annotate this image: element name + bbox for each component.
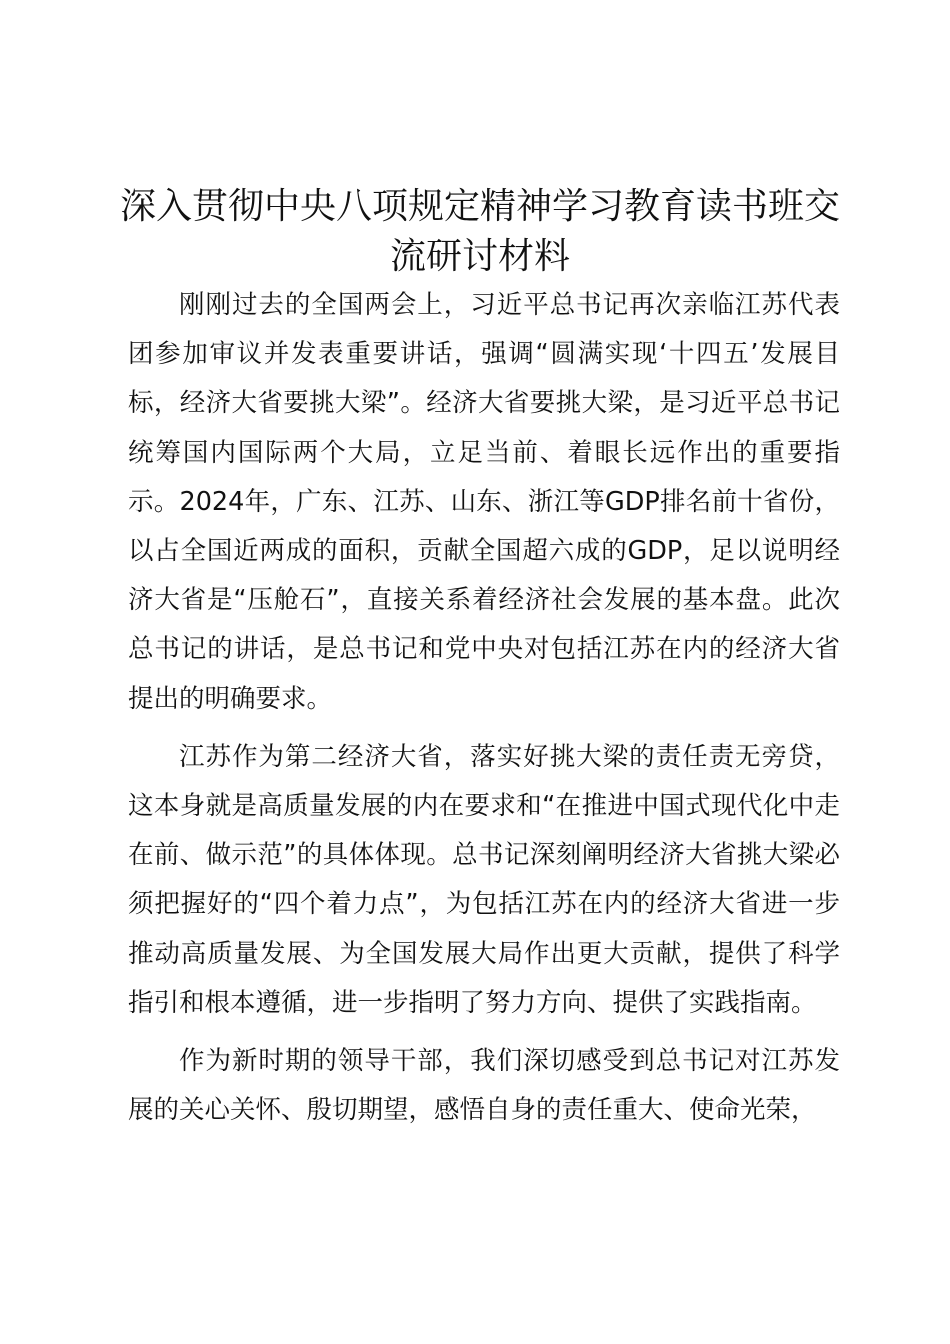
paragraph-1: 刚刚过去的全国两会上，习近平总书记再次亲临江苏代表团参加审议并发表重要讲话，强调“圆满实现‘十四五’发展目标，经济大省要挑大梁”。经济大省要挑大梁，是习近平总书记统筹国内国际两个大局，立足当前、着眼长远作出的重要指示。2024年，广东、江苏、山东、浙江等GDP排名前十省份，以占全国近两成的面积，贡献全国超六成的GDP，足以说明经济大省是“压舱石”，直接关系着经济社会发展的基本盘。此次总书记的讲话，是总书记和党中央对包括江苏在内的经济大省提出的明确要求。 (128, 290, 840, 714)
paragraph-3: 作为新时期的领导干部，我们深切感受到总书记对江苏发展的关心关怀、殷切期望，感悟自身的责任重大、使命光荣， (128, 1046, 840, 1126)
title-line-2: 流研讨材料 (389, 236, 570, 277)
document-body (128, 281, 840, 1135)
document-title (110, 182, 850, 282)
paragraph-2: 江苏作为第二经济大省，落实好挑大梁的责任责无旁贷，这本身就是高质量发展的内在要求和“在推进中国式现代化中走在前、做示范”的具体体现。总书记深刻阐明经济大省挑大梁必须把握好的“四个着力点”，为包括江苏在内的经济大省进一步推动高质量发展、为全国发展大局作出更大贡献，提供了科学指引和根本遵循，进一步指明了努力方向、提供了实践指南。 (128, 741, 840, 1018)
title-line-1: 深入贯彻中央八项规定精神学习教育读书班交 (119, 186, 840, 227)
